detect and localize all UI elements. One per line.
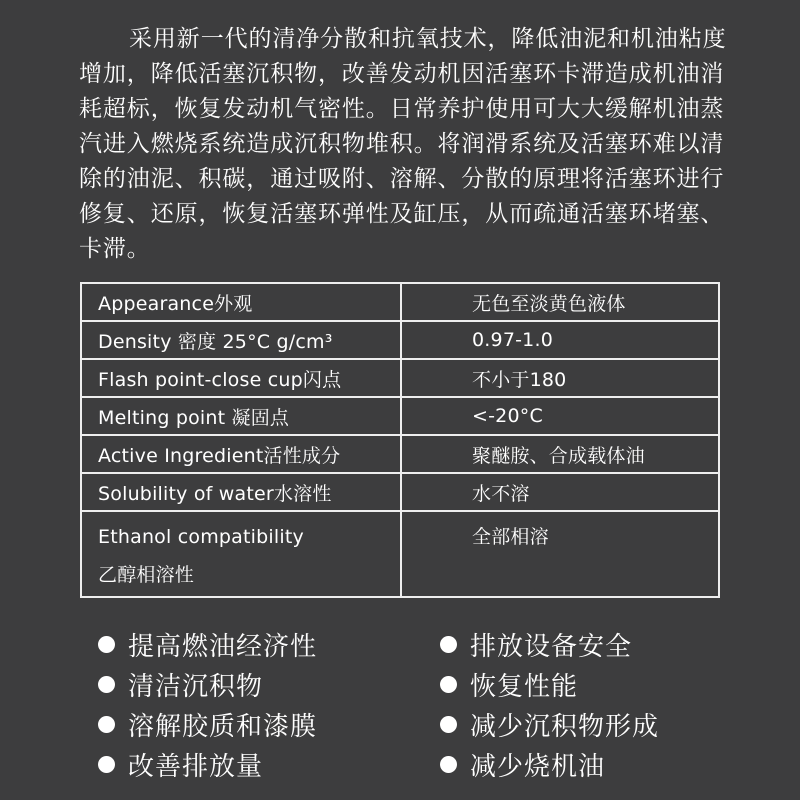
bullet-icon	[98, 716, 115, 733]
spec-row-solubility	[81, 473, 719, 511]
benefit-item	[440, 744, 720, 784]
spec-property: Solubility of water水溶性	[81, 473, 401, 511]
spec-value: 聚醚胺、合成载体油	[401, 435, 719, 473]
spec-row-ethanol-compatibility	[81, 511, 719, 597]
spec-property: Density 密度 25°C g/cm³	[81, 321, 401, 359]
benefit-label: 清洁沉积物	[128, 671, 264, 702]
spec-property: Melting point 凝固点	[81, 397, 401, 435]
bullet-icon	[98, 756, 115, 773]
bullet-icon	[440, 716, 457, 733]
product-description: 采用新一代的清净分散和抗氧技术，降低油泥和机油粘度增加，降低活塞沉积物，改善发动机因活塞环卡滞造成机油消耗超标，恢复发动机气密性。日常养护使用可大大缓解机油蒸汽进入燃烧系统造成沉积物堆积。将润滑系统及活塞环难以清除的油泥、积碳，通过吸附、溶解、分散的原理将活塞环进行修复、还原，恢复活塞环弹性及缸压，从而疏通活塞环堵塞、卡滞。	[79, 26, 727, 262]
benefit-label: 提高燃油经济性	[128, 631, 318, 662]
bullet-icon	[98, 636, 115, 653]
spec-value: 全部相溶	[401, 511, 719, 597]
benefit-label: 减少沉积物形成	[470, 711, 660, 742]
bullet-icon	[440, 636, 457, 653]
spec-row-flash-point	[81, 359, 719, 397]
spec-property: Active Ingredient活性成分	[81, 435, 401, 473]
spec-row-density	[81, 321, 719, 359]
spec-property-line2: 乙醇相溶性	[98, 564, 195, 586]
benefit-label: 溶解胶质和漆膜	[128, 711, 318, 742]
spec-value: 水不溶	[401, 473, 719, 511]
spec-row-active-ingredient	[81, 435, 719, 473]
benefit-label: 恢复性能	[470, 671, 579, 702]
benefit-item	[98, 664, 440, 704]
benefit-label: 排放设备安全	[470, 631, 633, 662]
benefit-item	[440, 664, 720, 704]
spec-value: <-20°C	[401, 397, 719, 435]
spec-value: 0.97-1.0	[401, 321, 719, 359]
spec-property-cell	[81, 511, 401, 597]
spec-property: Appearance外观	[81, 283, 401, 321]
bullet-icon	[98, 676, 115, 693]
spec-property: Ethanol compatibility	[98, 526, 304, 548]
bullet-icon	[440, 756, 457, 773]
specification-table	[80, 282, 720, 598]
benefit-item	[440, 704, 720, 744]
benefit-item	[98, 704, 440, 744]
spec-row-melting-point	[81, 397, 719, 435]
benefit-item	[98, 624, 440, 664]
benefits-list	[98, 624, 718, 784]
benefit-item	[440, 624, 720, 664]
spec-value: 不小于180	[401, 359, 719, 397]
benefit-item	[98, 744, 440, 784]
spec-value: 无色至淡黄色液体	[401, 283, 719, 321]
benefit-label: 改善排放量	[128, 751, 264, 782]
spec-property: Flash point-close cup闪点	[81, 359, 401, 397]
bullet-icon	[440, 676, 457, 693]
benefit-label: 减少烧机油	[470, 751, 606, 782]
spec-row-appearance	[81, 283, 719, 321]
